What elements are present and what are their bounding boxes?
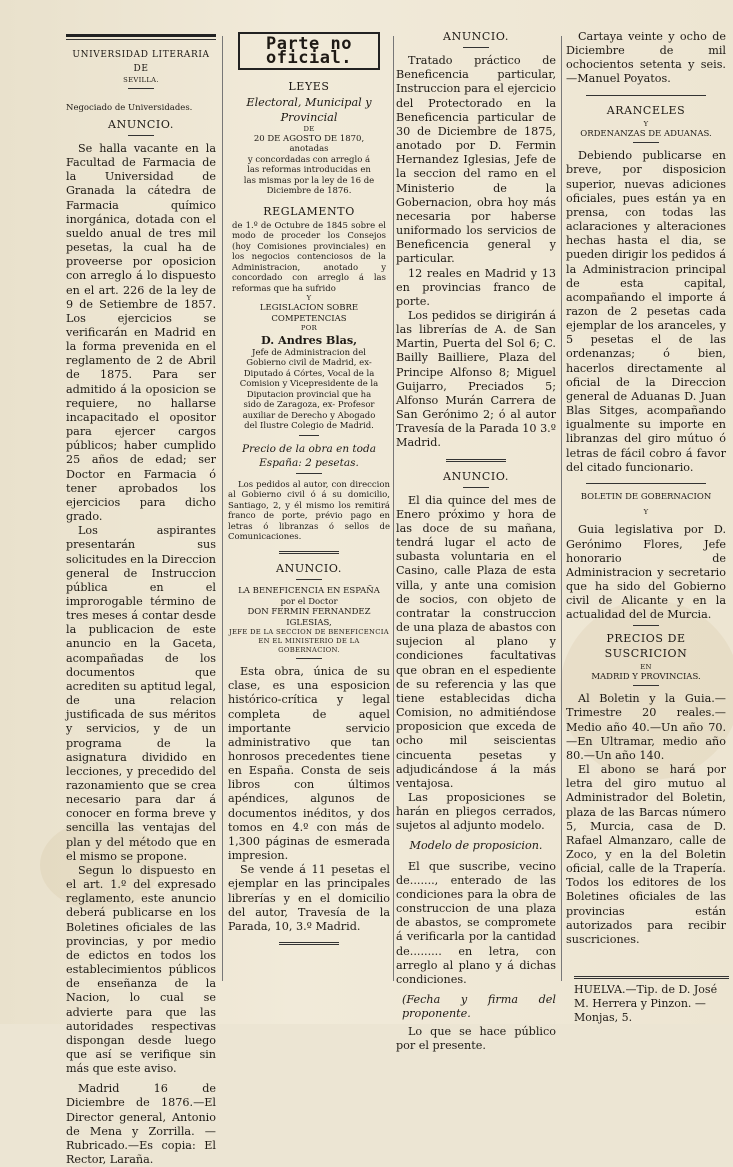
paragraph: Tratado práctico de Beneficencia particular, Instruccion para el ejercicio del Protectorado en la Beneficencia particular de 30 de Diciembre de 1875, anotado por D. Fermin Hernandez Iglesias, Jefe de la seccion del ramo en el Ministerio de la Gobernacion, obra hoy más necesaria por haberse uniformado los servicios de Beneficencia general y particular. (396, 54, 556, 266)
university-header: UNIVERSIDAD LITERARIA DE (72, 50, 210, 75)
dash (299, 435, 319, 436)
concordadas-text: y concordadas con arreglo á las reformas introducidas en las mismas por la ley de 16 de Diciembre de 1876. (243, 154, 375, 197)
printer-imprint: HUELVA.—Tip. de D. José M. Herrera y Pinzon. —Monjas, 5. (574, 983, 718, 1024)
y-label: Y (643, 508, 649, 517)
paragraph: Debiendo publicarse en breve, por disposicion superior, nuevas adiciones oficiales, pues están ya en prensa, con todas las aclaraciones y alteraciones hechas hasta el dia, se pueden dirigir los pedidos á la Administracion principal de esta capital, acompañando el importe á razon de 2 pesetas cada ejemplar de los aranceles, y 5 pesetas el de las ordenanzas; ó bien, hacerlos directamente al oficial de la Direccion general de Aduanas D. Juan Blas Sitges, acompañando igualmente su importe en libranzas del giro mútuo ó letras de fácil cobro á favor del citado funcionario. (566, 149, 726, 474)
doctor-name: DON FERMIN FERNANDEZ IGLESIAS, (247, 607, 371, 628)
annotated-label: anotadas (289, 144, 329, 155)
paragraph: El abono se hará por letra del giro mutuo al Administrador del Boletin, plaza de las Barcas número 5, Murcia, casa de D. Rafael Almanzaro, calle de Zoco, y en la del Boletin oficial, calle de la Trapería. Todos los editores de los Boletines oficiales de las provincias están autorizados para recibir suscriciones. (566, 763, 726, 946)
paragraph: Se vende á 11 pesetas el ejemplar en las principales librerías y en el domicilio del autor, Travesía de la Parada, 10, 3.º Madrid. (228, 863, 390, 933)
column-4 (566, 30, 726, 947)
dash (296, 658, 322, 659)
author-name: D. Andres Blas, (260, 333, 358, 348)
dash (296, 473, 322, 474)
column-divider (222, 36, 223, 981)
leyes-subtitle: Electoral, Municipal y Provincial (246, 96, 372, 124)
paragraph: El que suscribe, vecino de......., enterado de las condiciones para la obra de construccion de una plaza de abastos, se compromete á verificarla por la cantidad de......... en letra, con arreglo al plano y á dichas condiciones. (396, 859, 556, 986)
price-line: Precio de la obra en toda España: 2 pesetas. (242, 442, 376, 469)
anuncio-heading: ANUNCIO. (108, 117, 174, 131)
paragraph: Los pedidos se dirigirán á las librerías de A. de San Martin, Puerta del Sol 6; C. Bailly Bailliere, Plaza del Principe Alfonso 8; Miguel Guijarro, Preciados 5; Alfonso Murán Carrera de San Gerónimo 2; ó al autor Travesía de la Parada 10 3.º Madrid. (396, 308, 556, 450)
paragraph: Las proposiciones se harán en pliegos cerrados, sujetos al adjunto modelo. (396, 790, 556, 833)
paragraph: Se halla vacante en la Facultad de Farmacia de la Universidad de Granada la cátedra de Farmacia químico inorgánica, dotada con el sueldo anual de tres mil pesetas, la cual ha de proveerse por oposicion con arreglo á lo dispuesto en el art. 226 de la ley de 9 de Setiembre de 1857. Los ejercicios se verificarán en Madrid en la forma prevenida en el reglamento de 2 de Abril de 1875. Para ser admitido á la oposicion se requiere, no hallarse incapacitado el opositor para ejercer cargos públicos; haber cumplido 25 años de edad; ser Doctor en Farmacia ó tener aprobados los ejercicios para dicho grado. (66, 141, 216, 524)
separator (586, 483, 706, 484)
top-rule-thin (66, 39, 216, 40)
madrid-provincias: MADRID Y PROVINCIAS. (591, 671, 701, 682)
paragraph: 12 reales en Madrid y 13 en provincias franco de porte. (396, 266, 556, 308)
separator (279, 942, 339, 945)
negociado: Negociado de Universidades. (66, 103, 193, 114)
footer-rule (574, 976, 729, 979)
modelo-heading: Modelo de proposicion. (409, 839, 543, 853)
dash (633, 625, 659, 626)
separator (279, 551, 339, 554)
dash (128, 135, 154, 136)
law-date: 20 DE AGOSTO DE 1870, (253, 133, 365, 144)
y-label: Y (643, 119, 649, 128)
column-1 (66, 30, 216, 1167)
signature-paragraph: Madrid 16 de Diciembre de 1876.—El Director general, Antonio de Mena y Zorrilla. —Rubricado.—Es copia: El Rector, Laraña. (66, 1082, 216, 1167)
legislacion-heading: LEGISLACION SOBRE COMPETENCIAS (259, 303, 359, 324)
dash (633, 685, 659, 686)
paragraph: Guia legislativa por D. Gerónimo Flores, Jefe honorario de Administracion y secretario que ha sido del Gobierno civil de Alicante y en la actualidad del de Murcia. (566, 523, 726, 622)
paragraph: Esta obra, única de su clase, es una esposicion histórico-crítica y legal completa de aquel importante servicio administrativo que tan honrosos precedentes tiene en España. Consta de seis libros con últimos apéndices, algunos de documentos inéditos, y dos tomos en 4.º con más de 1,300 páginas de esmerada impresion. (228, 665, 390, 863)
reglamento-text: de 1.º de Octubre de 1845 sobre el modo de proceder los Consejos (hoy Comisiones provinciales) en los negocios contenciosos de la Administracion, anotado y concordado con arreglo á las reformas que ha sufrido (232, 220, 386, 294)
reglamento-heading: REGLAMENTO (263, 204, 355, 218)
dash (633, 142, 659, 143)
column-divider (393, 36, 394, 981)
de-label: DE (303, 124, 315, 133)
separator (586, 95, 706, 96)
dash (463, 487, 489, 488)
paragraph: Segun lo dispuesto en el art. 1.º del expresado reglamento, este anuncio deberá publicarse en los Boletines oficiales de las provincias, y por medio de edictos en todos los establecimientos públicos de enseñanza de la Nacion, lo cual se advierte para que las autoridades respectivas dispongan desde luego que así se verifique sin más que este aviso. (66, 863, 216, 1076)
dash (463, 47, 489, 48)
column-divider (561, 36, 562, 981)
anuncio-heading: ANUNCIO. (276, 561, 342, 575)
top-rule (66, 34, 216, 37)
leyes-heading: LEYES (288, 80, 330, 94)
pedidos-paragraph: Los pedidos al autor, con direccion al Gobierno civil ó á su domicilio, Santiago, 2, y él mismo los remitirá franco de porte, prévio pago en letras ó libranzas ó sellos de Comunicaciones. (228, 479, 390, 543)
column-2 (228, 30, 390, 953)
separator (446, 459, 506, 462)
en-label: EN (640, 662, 652, 671)
printer-footer (574, 976, 729, 1025)
precios-heading: PRECIOS DE SUSCRICION (604, 632, 688, 660)
anuncio-heading: ANUNCIO. (443, 469, 509, 483)
ordenanzas-heading: ORDENANZAS DE ADUANAS. (580, 128, 712, 139)
paragraph: Al Boletin y la Guia.—Trimestre 20 reales.—Medio año 40.—Un año 70.—En Ultramar, medio año 80.—Un año 140. (566, 692, 726, 762)
author-titles: Jefe de Administracion del Gobierno civil de Madrid, ex-Diputado á Córtes, Vocal de la Comision y Vicepresidente de la Diputacion provincial que ha sido de Zaragoza, ex- Profesor auxiliar de Derecho y Abogado del Ilustre Colegio de Madrid. (239, 347, 379, 432)
aranceles-heading: ARANCELES (606, 103, 686, 117)
firma-line: (Fecha y firma del proponente. (402, 993, 556, 1021)
boletin-heading: BOLETIN DE GOBERNACION (580, 491, 712, 502)
por-el-doctor: por el Doctor (280, 596, 338, 607)
column-3 (396, 30, 556, 1054)
beneficencia-title: LA BENEFICENCIA EN ESPAÑA (238, 586, 380, 597)
paragraph: Los aspirantes presentarán sus solicitudes en la Direccion general de Instruccion pública en el improrogable término de tres meses á contar desde la publicacion de este anuncio en la Gaceta, acompañadas de los documentos que acrediten su aptitud legal, de una relacion justificada de sus méritos y servicios, y de un programa de la asignatura dividido en lecciones, y precedido del razonamiento que se crea necesario para dar á conocer en forma breve y sencilla las ventajas del plan y del método que en el mismo se propone. (66, 524, 217, 863)
paragraph: Cartaya veinte y ocho de Diciembre de mil ochocientos setenta y seis.—Manuel Poyatos. (566, 30, 726, 86)
paragraph: Lo que se hace público por el presente. (396, 1025, 556, 1053)
paragraph: El dia quince del mes de Enero próximo y hora de las doce de su mañana, tendrá lugar el acto de subasta voluntaria en el Casino, calle Plaza de esta villa, y ante una comision de socios, con objeto de contratar la construccion de una plaza de abastos con sujecion al plano y condiciones facultativas que obran en el espediente de su referencia y las que tiene establecidas dicha Comision, no admitiéndose proposicion que exceda de ocho mil seiscientas cincuenta pesetas y adjudicándose á la más ventajosa. (396, 493, 556, 790)
anuncio-heading: ANUNCIO. (443, 30, 509, 43)
y-label: Y (306, 294, 312, 303)
section-title: Parte no oficial. (238, 32, 380, 70)
doctor-position: JEFE DE LA SECCION DE BENEFICENCIA EN EL MINISTERIO DE LA GOBERNACION. (228, 628, 389, 655)
university-city: SEVILLA. (123, 76, 159, 85)
por-label: POR (300, 324, 318, 333)
dash (296, 579, 322, 580)
dash (128, 88, 154, 89)
